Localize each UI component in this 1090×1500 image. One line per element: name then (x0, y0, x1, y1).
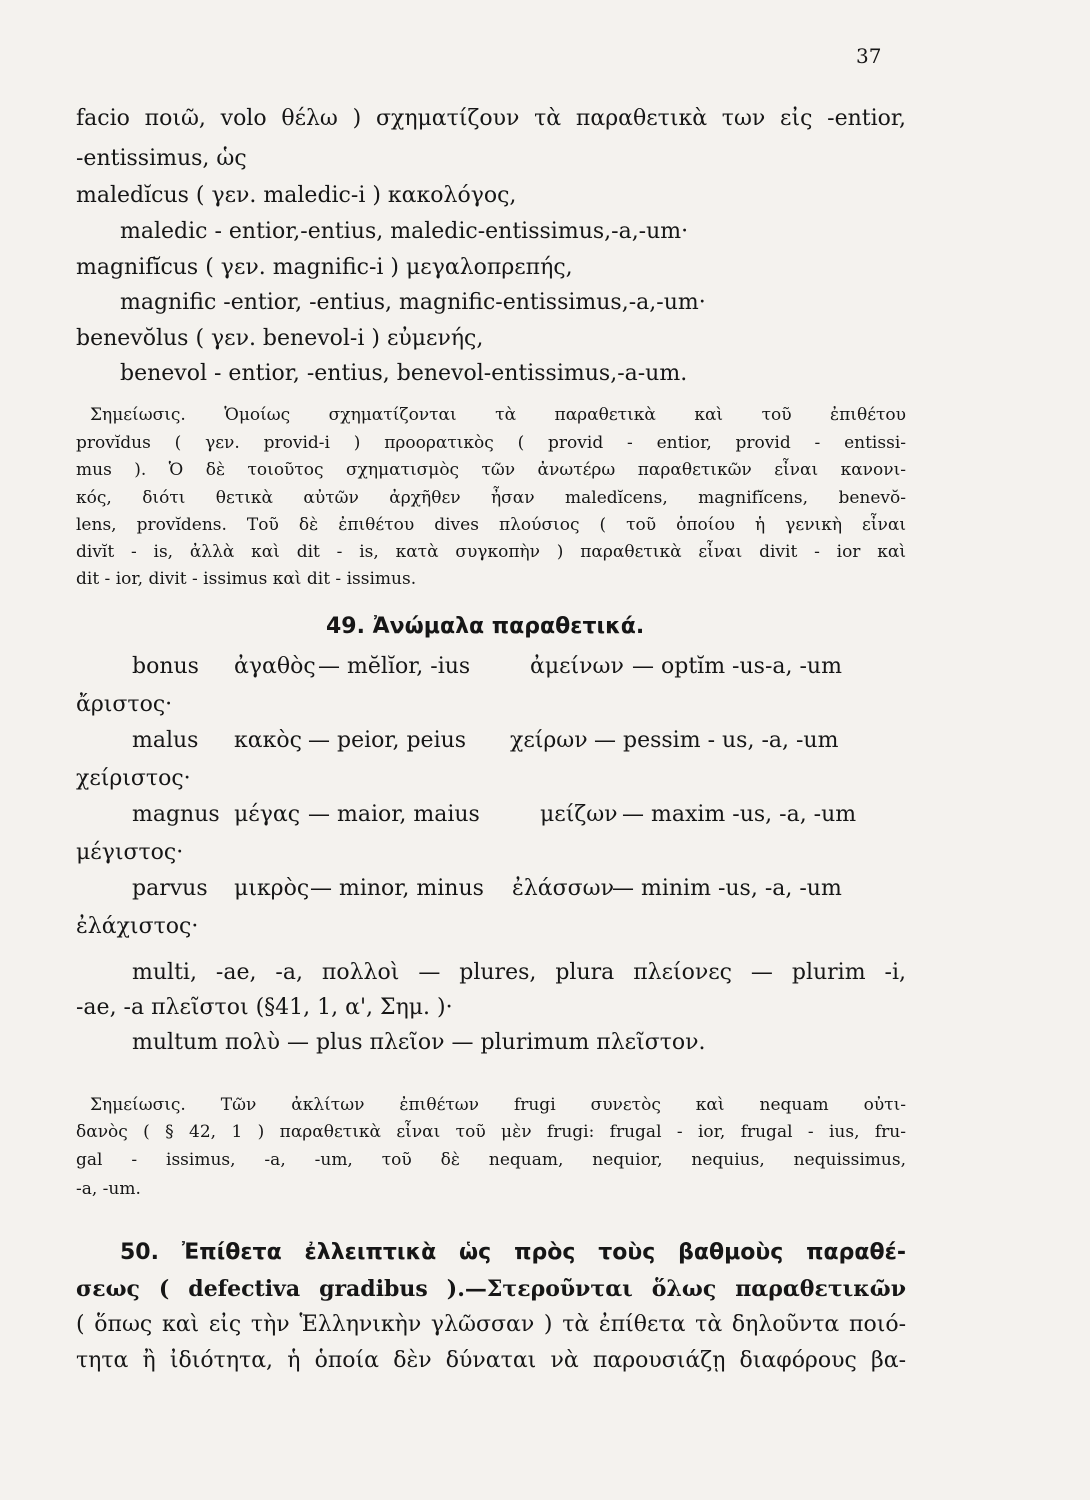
note-line: κός, διότι θετικὰ αὐτῶν ἀρχῆθεν ἦσαν maledĭcens, magnifĭcens, benevŏ- (76, 488, 906, 508)
text-line: magnific -entior, -entius, magnific-entissimus,-a,-um· (120, 290, 706, 315)
text-line: multum πολὺ — plus πλεῖον — plurimum πλεῖστον. (132, 1030, 706, 1055)
text-line: σεως ( defectiva gradibus ).—Στεροῦνται ὅλως παραθετικῶν (76, 1276, 906, 1302)
greek-positive: ἀγαθὸς (234, 654, 316, 679)
text-line: benevŏlus ( γεν. benevol-i ) εὐμενής, (76, 326, 484, 351)
latin-superlative: — maxim -us, -a, -um (622, 802, 857, 827)
text-line: ( ὅπως καὶ εἰς τὴν Ἑλληνικὴν γλῶσσαν ) τὰ ἐπίθετα τὰ δηλοῦντα ποιό- (76, 1312, 906, 1337)
greek-comparative: ἐλάσσων (512, 876, 614, 901)
note-line: gal - issimus, -a, -um, τοῦ δὲ nequam, nequior, nequius, nequissimus, (76, 1150, 906, 1170)
greek-superlative: ἄριστος· (76, 692, 173, 717)
text-line: facio ποιῶ, volo θέλω ) σχηματίζουν τὰ παραθετικὰ των εἰς -entior, (76, 106, 906, 131)
table-row (76, 802, 906, 840)
latin-positive: magnus (132, 802, 220, 827)
latin-positive: parvus (132, 876, 208, 901)
latin-comparative: — mĕlĭor, -ius (318, 654, 471, 679)
latin-superlative: — minim -us, -a, -um (612, 876, 842, 901)
table-row-superlative (76, 766, 906, 802)
irregular-comparison-table (76, 654, 906, 950)
greek-superlative: χείριστος· (76, 766, 191, 791)
note-line: Σημείωσις. Τῶν ἀκλίτων ἐπιθέτων frugi συνετὸς καὶ nequam οὐτι- (90, 1095, 906, 1115)
note-line: mus ). Ὁ δὲ τοιοῦτος σχηματισμὸς τῶν ἀνωτέρω παραθετικῶν εἶναι κανονι- (76, 460, 906, 480)
table-row-superlative (76, 914, 906, 950)
note-line: -a, -um. (76, 1179, 141, 1199)
latin-comparative: — maior, maius (308, 802, 480, 827)
latin-positive: bonus (132, 654, 199, 679)
text-line: maledĭcus ( γεν. maledic-i ) κακολόγος, (76, 183, 517, 208)
greek-comparative: ἀμείνων (530, 654, 624, 679)
latin-positive: malus (132, 728, 199, 753)
note-line: dit - ior, divit - issimus καὶ dit - issimus. (76, 569, 417, 589)
text-line: multi, -ae, -a, πολλοὶ — plures, plura πλείονες — plurim -i, (132, 960, 906, 985)
table-row-superlative (76, 692, 906, 728)
greek-superlative: μέγιστος· (76, 840, 184, 865)
text-line: benevol - entior, -entius, benevol-entissimus,-a-um. (120, 361, 688, 386)
table-row-superlative (76, 840, 906, 876)
note-line: lens, provĭdens. Τοῦ δὲ ἐπιθέτου dives πλούσιος ( τοῦ ὁποίου ἡ γενικὴ εἶναι (76, 515, 906, 535)
text-line: τητα ἢ ἰδιότητα, ἡ ὁποία δὲν δύναται νὰ παρουσιάζῃ διαφόρους βα- (76, 1348, 906, 1373)
page-number: 37 (856, 44, 882, 68)
note-line: divĭt - is, ἀλλὰ καὶ dit - is, κατὰ συγκοπὴν ) παραθετικὰ εἶναι divit - ior καὶ (76, 542, 906, 562)
note-line: Σημείωσις. Ὁμοίως σχηματίζονται τὰ παραθετικὰ καὶ τοῦ ἐπιθέτου (90, 405, 906, 425)
greek-comparative: μείζων (540, 802, 618, 827)
latin-superlative: — optĭm -us-a, -um (632, 654, 842, 679)
section-heading: 50. Ἐπίθετα ἐλλειπτικὰ ὡς πρὸς τοὺς βαθμοὺς παραθέ- (120, 1240, 906, 1265)
greek-positive: κακὸς (234, 728, 302, 753)
greek-superlative: ἐλάχιστος· (76, 914, 199, 939)
latin-comparative: — minor, minus (310, 876, 484, 901)
text-line: -ae, -a πλεῖστοι (§41, 1, α', Σημ. )· (76, 995, 453, 1020)
latin-superlative: — pessim - us, -a, -um (594, 728, 839, 753)
latin-comparative: — peior, peius (308, 728, 467, 753)
greek-positive: μικρὸς (234, 876, 310, 901)
note-line: provĭdus ( γεν. provid-i ) προορατικὸς ( provid - entior, provid - entissi- (76, 433, 906, 453)
text-line: -entissimus, ὡς (76, 146, 247, 171)
table-row (76, 654, 906, 692)
table-row (76, 876, 906, 914)
text-line: magnifĭcus ( γεν. magnific-i ) μεγαλοπρεπής, (76, 255, 573, 280)
greek-comparative: χείρων (510, 728, 588, 753)
note-line: δανὸς ( § 42, 1 ) παραθετικὰ εἶναι τοῦ μὲν frugi: frugal - ior, frugal - ius, fru- (76, 1122, 906, 1142)
section-heading: 49. Ἀνώμαλα παραθετικά. (326, 614, 645, 639)
text-line: maledic - entior,-entius, maledic-entissimus,-a,-um· (120, 219, 689, 244)
greek-positive: μέγας (234, 802, 301, 827)
table-row (76, 728, 906, 766)
